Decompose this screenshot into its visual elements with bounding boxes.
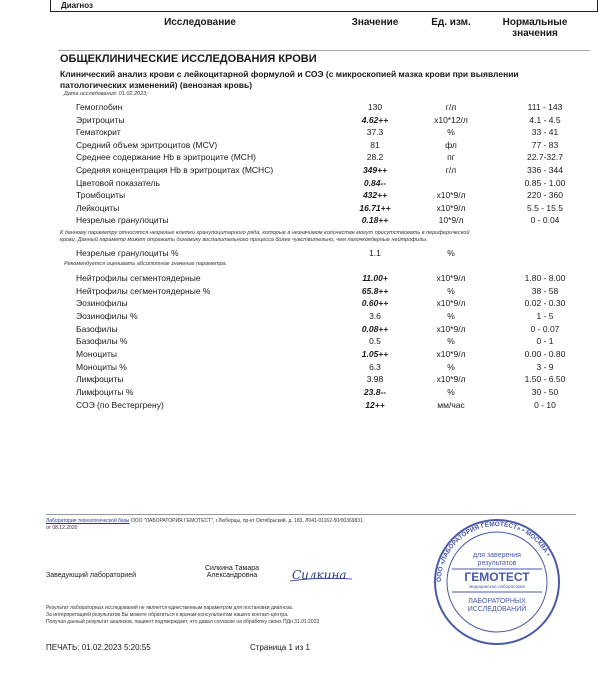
row-value: 23.8-- [363,386,387,397]
table-row [60,101,590,113]
row-name: Незрелые гранулоциты [76,215,169,226]
row-name: Гемоглобин [76,102,123,112]
row-unit: % [447,310,455,321]
table-row [60,323,590,335]
header-norm [490,17,580,39]
row-unit: % [447,386,455,397]
test-subtitle [60,69,590,90]
table-row [60,285,590,297]
row-name: Цветовой показатель [76,177,160,188]
table-row [60,139,590,151]
table-row [60,202,590,214]
table-row [60,247,590,259]
subtitle-line1: Клинический анализ крови с лейкоцитарной формулой и СОЭ (с микроскопией мазка крови при выявлении [60,69,519,79]
row-name: Эритроциты [76,114,125,125]
row-unit: x10*9/л [436,323,466,334]
row-value: 12++ [365,399,385,410]
signature [288,565,356,583]
header-norm-line2: значения [512,28,558,39]
date-note: Дата исследования: 01.02.2023; [64,91,148,97]
row-name: Тромбоциты [76,190,126,201]
row-unit: пг [447,152,455,163]
row-value: 28.2 [366,152,384,163]
row-value: 37.3 [366,127,384,138]
signature-text: Силкина [292,568,347,582]
table-row [60,272,590,284]
row-name: Эозинофилы [76,298,128,309]
row-value: 349++ [362,165,388,175]
table-row [60,335,590,347]
lab-base-text: ООО "ЛАБОРАТОРИЯ ГЕМОТЕСТ", г.Люберцы, пр-кт Октябрьский, д. 183, Л041-01162-50/00369831 [130,518,363,524]
row-norm: 5.5 - 15.5 [527,202,563,213]
disclaimer-line2: За интерпретацией результатов Вы можете обратиться к врачам-консультантам нашего контакт-центра. [46,612,289,618]
head-name-line2: Александровна [206,572,258,579]
row-norm: 1 - 5 [536,310,554,321]
row-norm: 4.1 - 4.5 [529,114,561,125]
table-row [60,399,590,411]
row-unit: x10*9/л [436,348,466,359]
row-value: 0.08++ [361,323,389,334]
diagnosis-label: Диагноз [50,0,598,12]
header-unit: Ед. изм. [431,17,471,28]
row-norm: 1.80 - 8.00 [524,273,566,283]
row-unit: x10*9/л [436,374,466,385]
row-value: 1.1 [369,248,381,258]
row-name: Лимфоциты [76,374,124,385]
row-unit: % [447,127,455,138]
row-value: 130 [367,102,383,112]
header-value: Значение [351,17,399,28]
table-row [60,348,590,360]
stamp-brand: ГЕМОТЕСТ [464,570,530,584]
row-value: 65.8++ [361,285,389,296]
head-name [182,565,282,579]
stamp-brand-sub: медицинская лаборатория [469,584,525,589]
row-unit: мм/час [437,399,465,410]
table-row [60,189,590,201]
table-row [60,386,590,398]
row-norm: 0 - 1 [536,336,554,347]
row-norm: 336 - 344 [527,165,563,175]
stamp-bottom1: ЛАБОРАТОРНЫХ [468,598,526,605]
row-value: 0.84-- [363,177,387,188]
note-immature [60,230,595,244]
row-unit: г/л [445,102,457,112]
row-name: Лейкоциты [76,202,120,213]
row-value: 0.18++ [361,215,389,226]
row-unit: 10*9/л [438,215,464,226]
row-name: Эозинофилы % [76,310,138,321]
row-name: Моноциты % [76,361,127,372]
note-recommend: Рекомендуется оценивать абсолютное значение параметра. [64,261,228,267]
stamp-bottom2: ИССЛЕДОВАНИЙ [467,606,527,613]
stamp-top2: результатов [477,560,517,567]
row-norm: 38 - 58 [531,285,559,296]
row-name: Лимфоциты % [76,386,134,397]
disclaimer-line3: Получая данный результат анализов, пациент подтверждает, что давал согласие на обработку своих ПДн 31.01.2023 [46,619,320,625]
row-unit: % [447,336,455,347]
row-value: 0.60++ [361,298,389,309]
table-row [60,310,590,322]
row-name: Гематокрит [76,127,121,138]
row-value: 16.71++ [359,202,391,213]
row-norm: 0.85 - 1.00 [524,177,566,188]
row-norm: 0 - 0.04 [530,215,560,226]
row-value: 432++ [362,190,388,201]
row-unit: x10*9/л [436,202,466,213]
row-value: 0.5 [369,336,381,347]
row-value: 4.62++ [361,114,389,125]
row-unit: x10*9/л [436,298,466,309]
row-name: СОЭ (по Вестергрену) [76,399,164,410]
row-norm: 33 - 41 [531,127,559,138]
lab-stamp [432,517,562,647]
row-norm: 1.50 - 6.50 [524,374,566,385]
table-row [60,361,590,373]
row-norm: 0 - 10 [534,399,556,410]
table-row [60,177,590,189]
row-name: Незрелые гранулоциты % [76,248,179,258]
row-unit: % [447,248,455,258]
note-line1: К данному параметру относятся незрелые клетки гранулоцитарного ряда, которые в незначимом количестве могут присутствовать в периферической [60,230,470,236]
table-row [60,126,590,138]
row-unit: x10*12/л [434,114,468,125]
row-name: Базофилы [76,323,118,334]
row-norm: 220 - 360 [527,190,563,201]
disclaimer [46,605,319,626]
section-title: ОБЩЕКЛИНИЧЕСКИЕ ИССЛЕДОВАНИЯ КРОВИ [60,53,317,65]
print-timestamp: ПЕЧАТЬ: 01.02.2023 5:20:55 [46,643,151,652]
row-norm: 0.00 - 0.80 [524,348,566,359]
lab-base-link[interactable]: Лаборатория технологической базы [46,518,130,524]
table-row [60,114,590,126]
row-name: Среднее содержание Hb в эритроците (MCH) [76,152,256,163]
stamp-top1: для заверения [473,552,521,559]
row-name: Моноциты [76,348,117,359]
table-row [60,297,590,309]
row-value: 3.6 [369,310,381,321]
row-name: Нейтрофилы сегментоядерные [76,273,201,283]
row-value: 3.98 [366,374,384,385]
row-unit: фл [445,139,457,150]
head-name-line1: Силкина Тамара [204,565,260,572]
row-name: Базофилы % [76,336,128,347]
row-unit: % [447,361,455,372]
lab-base-date: от 08.12.2020 [46,525,78,531]
row-norm: 0.02 - 0.30 [524,298,566,309]
row-value: 1.05++ [361,348,389,359]
row-norm: 30 - 50 [531,386,559,397]
row-norm: 22.7-32.7 [527,152,563,163]
row-unit: % [447,285,455,296]
row-value: 11.00+ [362,273,388,283]
disclaimer-line1: Результат лабораторных исследований не является единственным параметром для постановки диагноза. [46,605,294,611]
row-unit: г/л [445,165,457,175]
subtitle-line2: патологических изменений) (венозная кровь) [60,79,253,90]
footer-divider [46,514,576,515]
row-norm: 0 - 0.07 [530,323,560,334]
row-norm: 77 - 83 [531,139,559,150]
head-title: Заведующий лабораторией [46,572,136,579]
row-value: 81 [370,139,380,150]
table-row [60,373,590,385]
header-test: Исследование [164,17,236,28]
header-norm-line1: Нормальные [502,17,568,28]
divider [58,50,590,51]
stamp-ring-text: ООО «ЛАБОРАТОРИЯ ГЕМОТЕСТ» • МОСКВА • [435,520,552,583]
row-name: Нейтрофилы сегментоядерные % [76,285,211,296]
row-norm: 3 - 9 [536,361,554,372]
lab-base [46,518,446,532]
row-name: Средняя концентрация Hb в эритроцитах (MCHC) [76,165,274,175]
table-row [60,151,590,163]
page-number: Страница 1 из 1 [250,643,310,652]
row-name: Средний объем эритроцитов (MCV) [76,139,218,150]
row-unit: x10*9/л [436,273,466,283]
row-value: 6.3 [369,361,381,372]
row-unit: x10*9/л [436,190,466,201]
note-line2: крови. Данный параметр может отражать динамику воспалительного процесса более чувствительно, чем палочкоядерные нейтрофилы. [60,237,428,243]
table-row [60,164,590,176]
table-row [60,214,590,226]
row-norm: 111 - 143 [527,102,563,112]
